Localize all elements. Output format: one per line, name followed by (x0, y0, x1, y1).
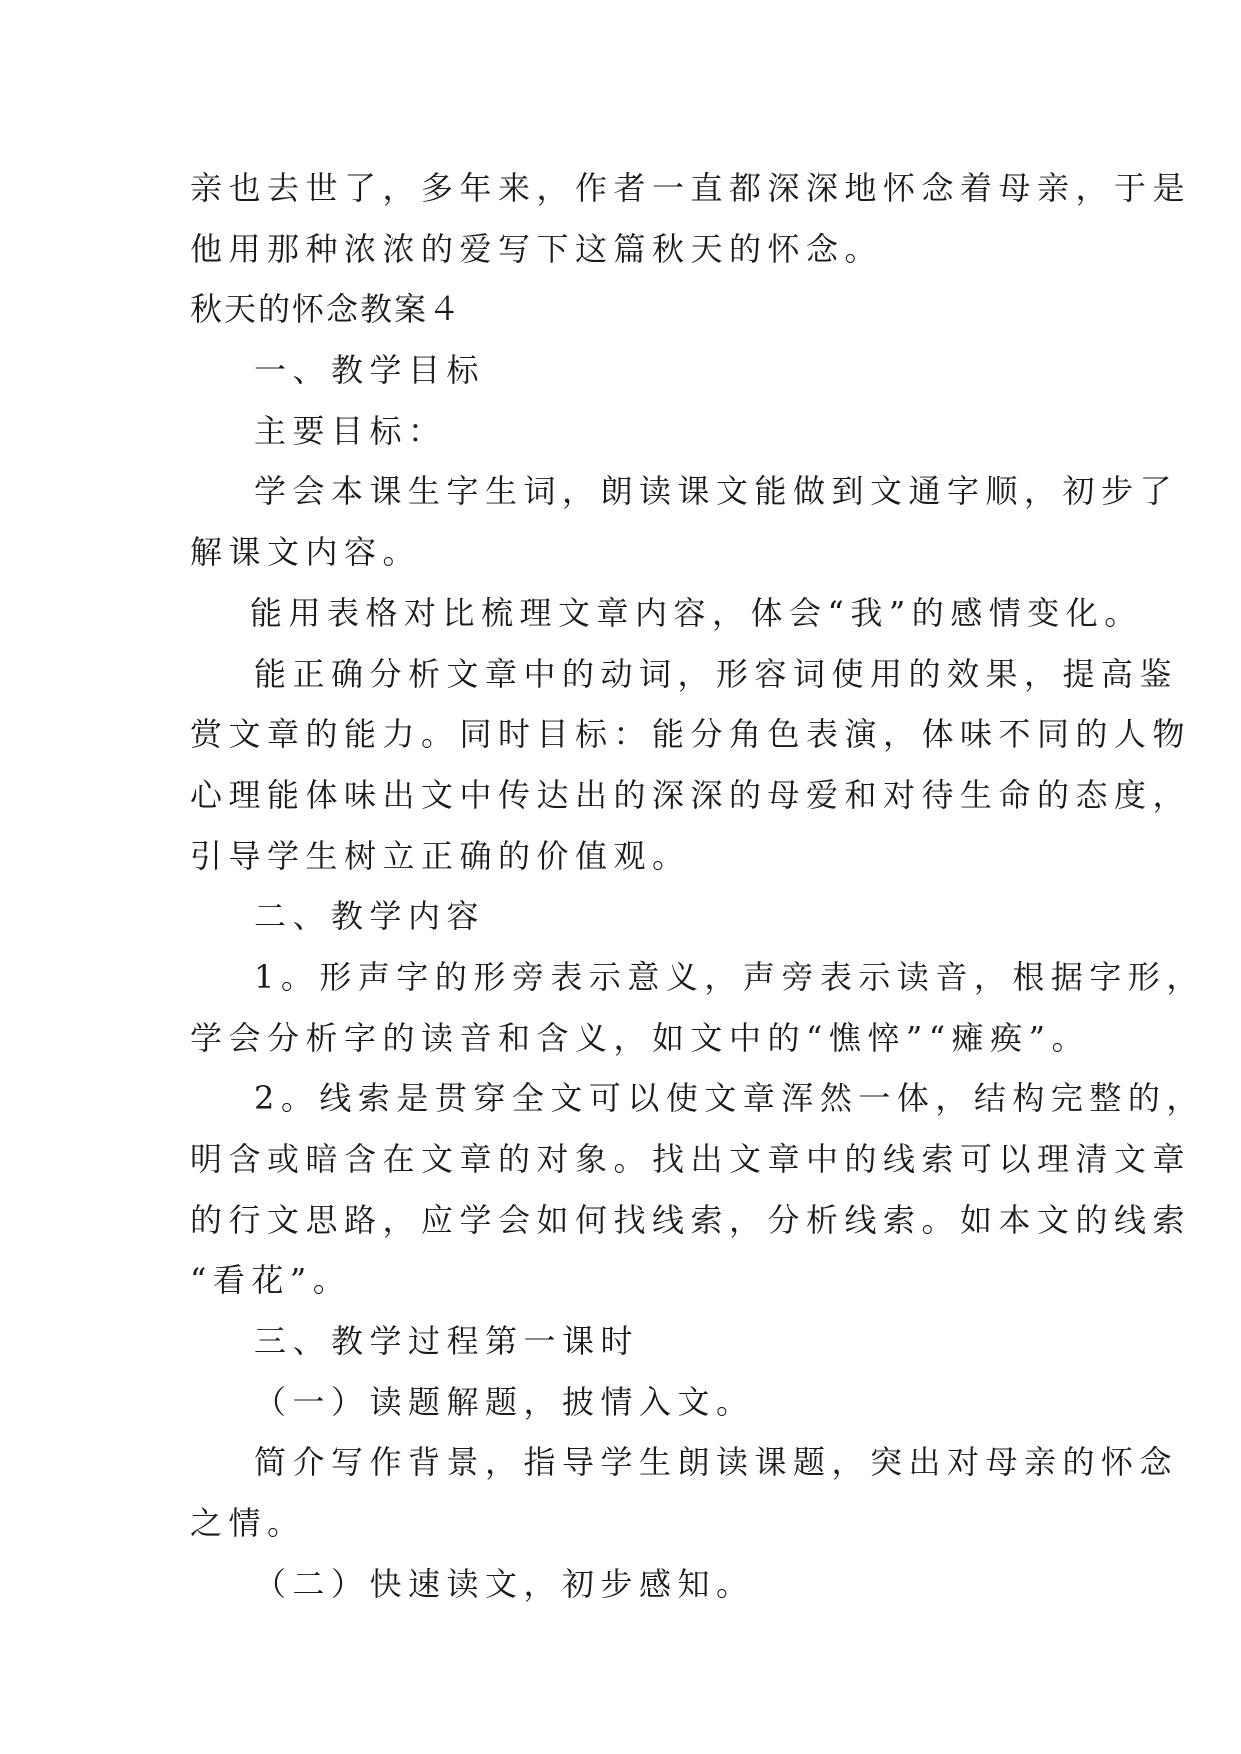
text-line: 亲也去世了，多年来，作者一直都深深地怀念着母亲，于是 (190, 169, 1192, 207)
text-line: 能正确分析文章中的动词，形容词使用的效果，提高鉴 (254, 654, 1179, 693)
text-line: 之情。 (190, 1504, 306, 1543)
text-line: “看花”。 (190, 1261, 352, 1300)
heading-teaching-process: 三、教学过程第一课时 (254, 1322, 640, 1361)
text-line: 2。线索是贯穿全文可以使文章浑然一体，结构完整的， (254, 1079, 1205, 1118)
heading-teaching-content: 二、教学内容 (254, 897, 486, 936)
text-line: 1。形声字的形旁表示意义，声旁表示读音，根据字形， (254, 957, 1205, 996)
text-line: 明含或暗含在文章的对象。找出文章中的线索可以理清文章 (190, 1140, 1192, 1178)
document-body (190, 158, 1205, 1615)
text-line: 简介写作背景，指导学生朗读课题，突出对母亲的怀念 (254, 1443, 1179, 1482)
section-title: 秋天的怀念教案４ (190, 290, 463, 329)
subheading-main-goals: 主要目标： (254, 411, 447, 450)
subheading-step-two: （二）快速读文，初步感知。 (254, 1564, 755, 1603)
text-line: 赏文章的能力。同时目标：能分角色表演，体味不同的人物 (190, 715, 1192, 754)
text-line: 他用那种浓浓的爱写下这篇秋天的怀念。 (190, 229, 884, 268)
text-line: 能用表格对比梳理文章内容，体会“我”的感情变化。 (250, 593, 1143, 632)
text-line: 学会分析字的读音和含义，如文中的“憔悴”“瘫痪”。 (190, 1018, 1090, 1057)
text-line: 引导学生树立正确的价值观。 (190, 836, 691, 875)
subheading-step-one: （一）读题解题，披情入文。 (254, 1382, 755, 1421)
heading-teaching-goals: 一、教学目标 (254, 351, 486, 390)
text-line: 学会本课生字生词，朗读课文能做到文通字顺，初步了 (254, 472, 1179, 511)
text-line: 心理能体味出文中传达出的深深的母爱和对待生命的态度， (190, 775, 1192, 814)
text-line: 的行文思路，应学会如何找线索，分析线索。如本文的线索 (190, 1200, 1192, 1239)
text-line: 解课文内容。 (190, 533, 422, 572)
